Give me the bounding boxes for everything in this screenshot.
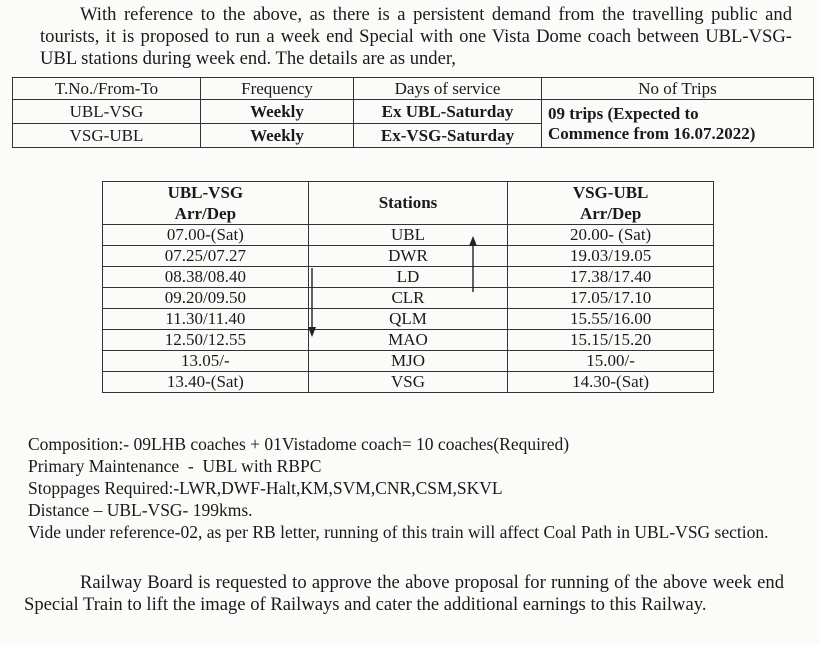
- timetable-header-row-1: [103, 182, 714, 204]
- station-code: VSG: [308, 372, 508, 393]
- station-code: DWR: [308, 246, 508, 267]
- trips-line-1: 09 trips (Expected to: [548, 103, 699, 123]
- service-table-header-row: [13, 78, 814, 100]
- ubl-vsg-time: 11.30/11.40: [103, 309, 309, 330]
- vsg-ubl-header: VSG-UBL: [508, 182, 714, 204]
- stoppages-note: Stoppages Required:-LWR,DWF-Halt,KM,SVM,CNR,CSM,SKVL: [28, 478, 503, 498]
- table-row: [103, 225, 714, 246]
- station-code: MAO: [308, 330, 508, 351]
- trips-line-2: Commence from 16.07.2022): [548, 123, 756, 143]
- composition-note: Composition:- 09LHB coaches + 01Vistadome coach= 10 coaches(Required): [28, 434, 570, 454]
- ubl-vsg-time: 09.20/09.50: [103, 288, 309, 309]
- vsg-ubl-time: 20.00- (Sat): [508, 225, 714, 246]
- station-code: LD: [308, 267, 508, 288]
- trips-cell: [542, 100, 814, 148]
- table-row: [103, 288, 714, 309]
- days-cell: Ex UBL-Saturday: [354, 100, 542, 124]
- station-code: UBL: [308, 225, 508, 246]
- route-cell: VSG-UBL: [13, 124, 201, 148]
- ubl-vsg-time: 07.00-(Sat): [103, 225, 309, 246]
- vsg-ubl-time: 19.03/19.05: [508, 246, 714, 267]
- frequency-cell: Weekly: [201, 100, 354, 124]
- vsg-ubl-time: 15.15/15.20: [508, 330, 714, 351]
- ubl-vsg-time: 12.50/12.55: [103, 330, 309, 351]
- station-code: MJO: [308, 351, 508, 372]
- vsg-ubl-time: 14.30-(Sat): [508, 372, 714, 393]
- intro-paragraph: With reference to the above, as there is a persistent demand from the travelling public and tourists, it is proposed to run a week end Special with one Vista Dome coach between UBL-VSG-UBL stations during week end. The details are as under,: [40, 4, 792, 69]
- ubl-vsg-time: 08.38/08.40: [103, 267, 309, 288]
- station-code: CLR: [308, 288, 508, 309]
- table-row: [103, 330, 714, 351]
- ubl-vsg-time: 07.25/07.27: [103, 246, 309, 267]
- vsg-ubl-time: 15.55/16.00: [508, 309, 714, 330]
- table-row: [103, 246, 714, 267]
- stations-header: Stations: [308, 182, 508, 225]
- vsg-ubl-time: 17.38/17.40: [508, 267, 714, 288]
- table-row: [103, 372, 714, 393]
- ubl-vsg-time: 13.05/-: [103, 351, 309, 372]
- timetable: [102, 181, 714, 393]
- reference-note: Vide under reference-02, as per RB letter, running of this train will affect Coal Path in UBL-VSG section.: [28, 522, 769, 542]
- table-row: [103, 351, 714, 372]
- table-row: [103, 267, 714, 288]
- table-row: [103, 309, 714, 330]
- header-days-of-service: Days of service: [354, 78, 542, 100]
- distance-note: Distance – UBL-VSG- 199kms.: [28, 500, 253, 520]
- ubl-vsg-time: 13.40-(Sat): [103, 372, 309, 393]
- frequency-cell: Weekly: [201, 124, 354, 148]
- route-cell: UBL-VSG: [13, 100, 201, 124]
- service-table: [12, 77, 814, 148]
- table-row: [13, 100, 814, 124]
- ubl-vsg-arr-dep-header: Arr/Dep: [103, 203, 309, 225]
- header-frequency: Frequency: [201, 78, 354, 100]
- maintenance-note: Primary Maintenance - UBL with RBPC: [28, 456, 322, 476]
- station-code: QLM: [308, 309, 508, 330]
- vsg-ubl-arr-dep-header: Arr/Dep: [508, 203, 714, 225]
- header-no-of-trips: No of Trips: [542, 78, 814, 100]
- vsg-ubl-time: 17.05/17.10: [508, 288, 714, 309]
- days-cell: Ex-VSG-Saturday: [354, 124, 542, 148]
- ubl-vsg-header: UBL-VSG: [103, 182, 309, 204]
- notes-section: [28, 433, 788, 543]
- vsg-ubl-time: 15.00/-: [508, 351, 714, 372]
- header-train-no: T.No./From-To: [13, 78, 201, 100]
- final-paragraph: Railway Board is requested to approve the above proposal for running of the above week end Special Train to lift the image of Railways and cater the additional earnings to this Railway.: [24, 572, 784, 615]
